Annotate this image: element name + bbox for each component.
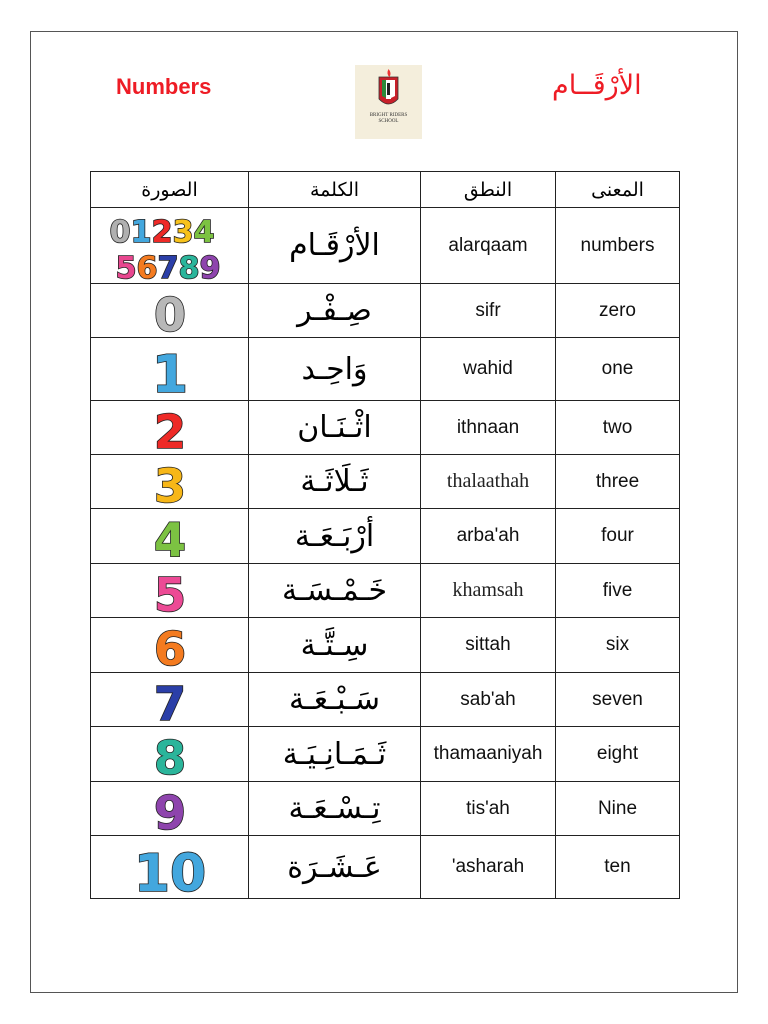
digit-7-icon: 7 [157, 250, 178, 282]
picture-cell [91, 836, 249, 899]
meaning: one [556, 338, 680, 401]
number-group-picture [110, 210, 230, 282]
title-english: Numbers [116, 74, 212, 99]
table-row [91, 208, 680, 284]
table-row [91, 455, 680, 509]
meaning: eight [556, 727, 680, 782]
pronunciation: thamaaniyah [421, 727, 556, 782]
digit-one-icon: 1 [151, 345, 188, 398]
picture-cell [91, 401, 249, 455]
digit-three-icon: 3 [153, 458, 186, 508]
pronunciation: alarqaam [421, 208, 556, 284]
digit-1-icon: 1 [130, 214, 151, 250]
meaning: three [556, 455, 680, 509]
digit-row-top [110, 215, 214, 250]
digit-2-icon: 2 [151, 214, 172, 250]
arabic-word: أرْبَـعَـة [249, 509, 421, 564]
pronunciation: arba'ah [421, 509, 556, 564]
meaning: Nine [556, 782, 680, 836]
meaning: two [556, 401, 680, 455]
meaning: numbers [556, 208, 680, 284]
title-arabic: الأرْقَــام [552, 70, 642, 101]
pronunciation: sittah [421, 618, 556, 673]
table-row [91, 618, 680, 673]
table-row [91, 673, 680, 727]
digit-seven-icon: 7 [153, 676, 186, 726]
school-logo [355, 65, 422, 139]
picture-cell [91, 564, 249, 618]
table-row [91, 284, 680, 338]
digit-zero-icon: 0 [153, 287, 186, 337]
logo-line-1: BRIGHT RIDERS [369, 113, 408, 118]
picture-cell [91, 208, 249, 284]
digit-9-icon: 9 [199, 250, 220, 282]
arabic-word: سِـتَّـة [249, 618, 421, 673]
header-meaning: المعنى [556, 172, 680, 208]
table-row [91, 509, 680, 564]
header-pronunciation: النطق [421, 172, 556, 208]
table-row [91, 782, 680, 836]
arabic-word: خَـمْـسَـة [249, 564, 421, 618]
digit-3-icon: 3 [172, 214, 193, 250]
picture-cell [91, 727, 249, 782]
table-row [91, 836, 680, 899]
arabic-word: وَاحِـد [249, 338, 421, 401]
digit-6-icon: 6 [136, 250, 157, 282]
arabic-word: سَـبْـعَـة [249, 673, 421, 727]
arabic-word: الأرْقَـام [249, 208, 421, 284]
torch-emblem-icon [355, 65, 422, 113]
header-word: الكلمة [249, 172, 421, 208]
pronunciation: 'asharah [421, 836, 556, 899]
meaning: six [556, 618, 680, 673]
meaning: ten [556, 836, 680, 899]
table-header-row [91, 172, 680, 208]
digit-0-icon: 0 [109, 214, 130, 250]
picture-cell [91, 782, 249, 836]
arabic-word: عَـشَـرَة [249, 836, 421, 899]
arabic-word: تِـسْـعَـة [249, 782, 421, 836]
digit-six-icon: 6 [153, 622, 186, 671]
pronunciation: tis'ah [421, 782, 556, 836]
table-row [91, 338, 680, 401]
arabic-word: صِـفْـر [249, 284, 421, 338]
picture-cell [91, 455, 249, 509]
logo-line-2: SCHOOL [378, 119, 399, 124]
logo-caption [355, 113, 422, 125]
pronunciation: wahid [421, 338, 556, 401]
picture-cell [91, 618, 249, 673]
pronunciation: sifr [421, 284, 556, 338]
pronunciation: thalaathah [421, 455, 556, 509]
meaning: seven [556, 673, 680, 727]
picture-cell [91, 673, 249, 727]
pronunciation: sab'ah [421, 673, 556, 727]
arabic-word: ثَـمَـانِـيَـة [249, 727, 421, 782]
meaning: four [556, 509, 680, 564]
pronunciation: ithnaan [421, 401, 556, 455]
picture-cell [91, 284, 249, 338]
table-row [91, 401, 680, 455]
digit-4-icon: 4 [193, 214, 214, 250]
picture-cell [91, 338, 249, 401]
digit-five-icon: 5 [153, 567, 186, 617]
picture-cell [91, 509, 249, 564]
arabic-word: اثْـنَـان [249, 401, 421, 455]
table-row [91, 564, 680, 618]
digit-four-icon: 4 [153, 513, 186, 562]
vocabulary-table [90, 171, 680, 899]
digit-5-icon: 5 [115, 250, 136, 282]
header-picture: الصورة [91, 172, 249, 208]
arabic-word: ثَـلَاثَـة [249, 455, 421, 509]
digit-row-bottom [115, 251, 220, 282]
meaning: five [556, 564, 680, 618]
table-row [91, 727, 680, 782]
digit-nine-icon: 9 [153, 785, 186, 835]
digit-two-icon: 2 [153, 404, 186, 454]
digit-ten-icon: 10 [133, 844, 206, 897]
pronunciation: khamsah [421, 564, 556, 618]
meaning: zero [556, 284, 680, 338]
digit-eight-icon: 8 [153, 731, 186, 780]
digit-8-icon: 8 [178, 250, 199, 282]
